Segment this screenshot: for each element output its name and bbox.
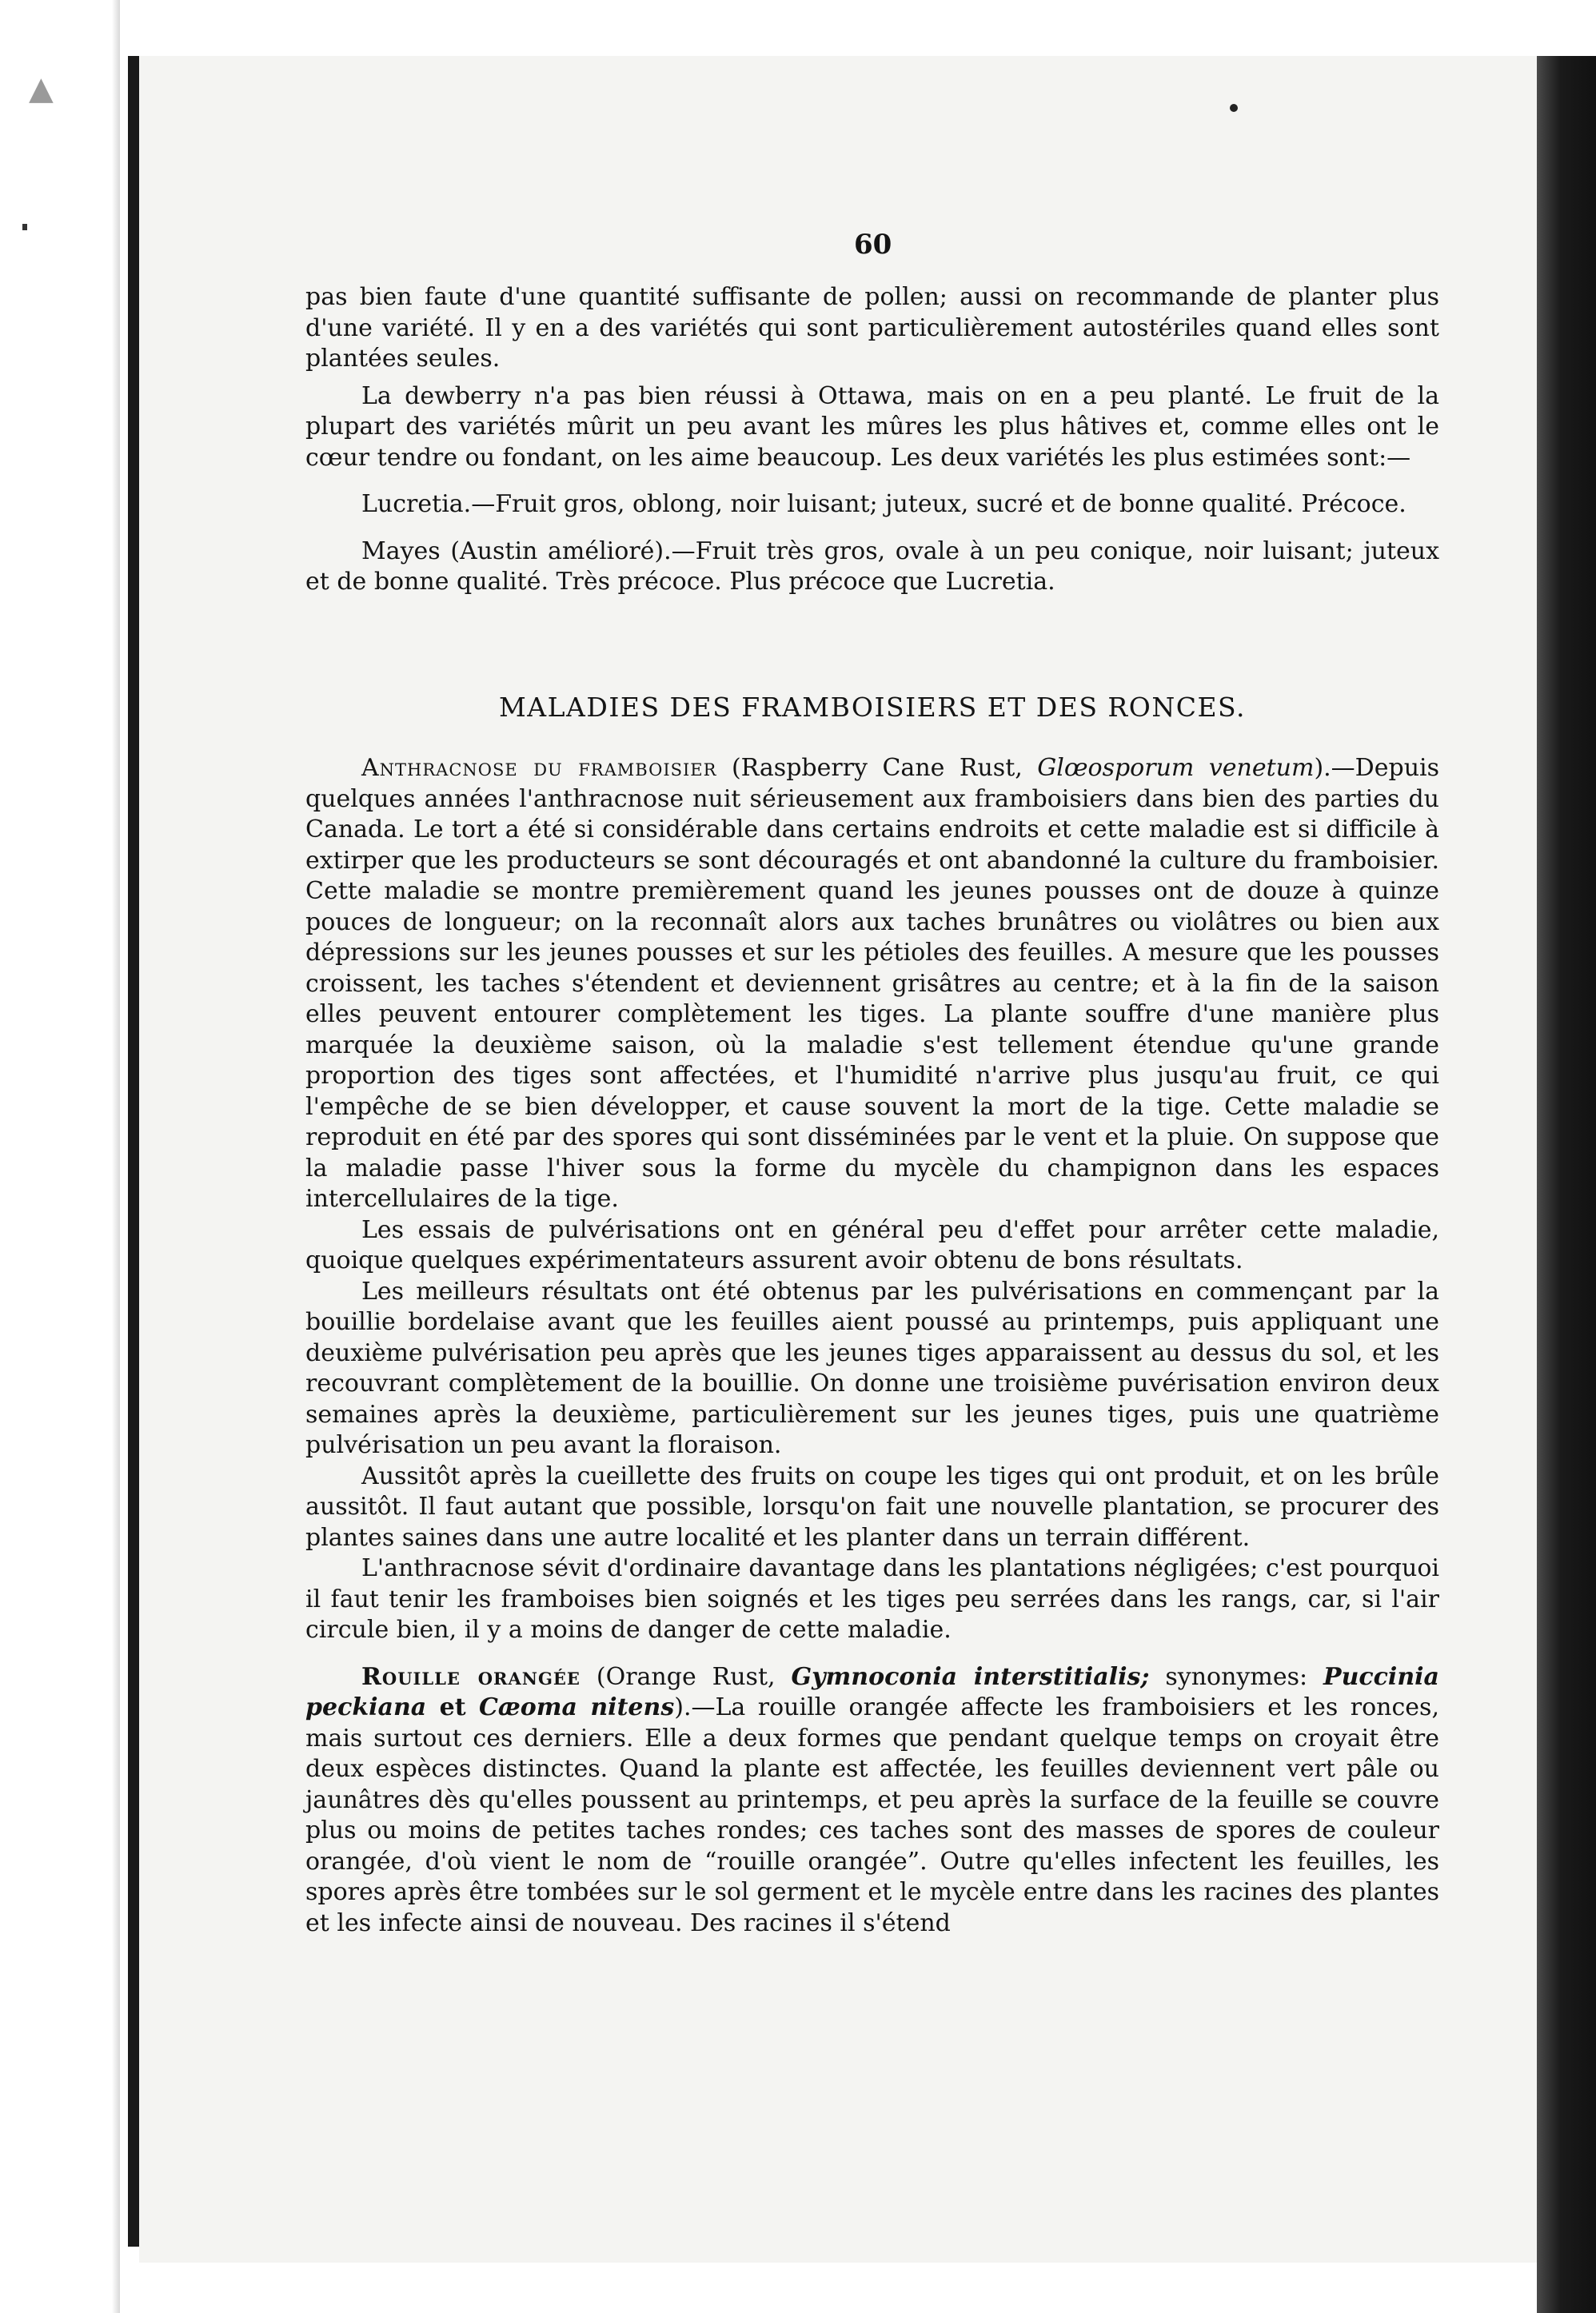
variety-lucretia: Lucretia.—Fruit gros, oblong, noir luisant; juteux, sucré et de bonne qualité. Précoce. — [361, 490, 1406, 518]
anthracnose-body: ).—Depuis quelques années l'anthracnose nuit sérieusement aux framboisiers dans bien des parties du Canada. Le tort a été si considérable dans certains endroits et cette maladie est si difficile à extirper que les producteurs se sont découragés et ont abandonné la culture du framboisier. Cette maladie se montre premièrement quand les jeunes pousses ont de douze à quinze pouces de longueur; on la reconnaît alors aux taches brunâtres ou violâtres ou bien aux dépressions sur les jeunes pousses et sur les pétioles des feuilles. A mesure que les pousses croissent, les taches s'étendent et deviennent grisâtres au centre; et à la fin de la saison elles peuvent entourer complètement les tiges. La plante souffre d'une manière plus marquée la deuxième saison, où la maladie s'est tellement étendue qu'une grande proportion des tiges sont affectées, et l'humidité n'arrive plus jusqu'au fruit, ce qui l'empêche de se bien développer, et cause souvent la mort de la tige. Cette maladie se reproduit en été par des spores qui sont disséminées par le vent et la pluie. On suppose que la maladie passe l'hiver sous la forme du mycèle du champignon dans les espaces intercellulaires de la tige. — [305, 754, 1439, 1213]
scan-left-margin — [0, 0, 120, 2313]
rouille-heading: Rouille orangée — [361, 1662, 581, 1691]
anthracnose-common-name: (Raspberry Cane Rust, — [731, 754, 1038, 782]
anthracnose-paragraph-2: Les essais de pulvérisations ont en général peu d'effet pour arrêter cette maladie, quoique quelques expérimentateurs assurent avoir obtenu de bons résultats. — [305, 1215, 1439, 1274]
page-right-edge — [1537, 56, 1596, 2313]
rouille-and-word: et — [426, 1693, 479, 1721]
rouille-body: ).—La rouille orangée affecte les framboisiers et les ronces, mais surtout ces derniers. Elle a deux formes que pendant quelque temps on croyait être deux espèces distinctes. Quand la plante est affectée, les feuilles deviennent vert pâle ou jaunâtres dès qu'elles poussent au printemps, et peu après la surface de la feuille se couvre plus ou moins de petites taches rondes; ces taches sont des masses de spores de couleur orangée, d'où vient le nom de “rouille orangée”. Outre qu'elles infectent les feuilles, les spores après être tombées sur le sol germent et le mycèle entre dans les racines des plantes et les infecte ainsi de nouveau. Des racines il s'étend — [305, 1693, 1439, 1937]
scan-bottom-margin — [139, 2263, 1537, 2313]
page-body — [305, 220, 1439, 1939]
rouille-latin-name-1: Gymnoconia interstitialis; — [791, 1662, 1150, 1691]
anthracnose-heading: Anthracnose du framboisier — [361, 754, 717, 782]
section-title: MALADIES DES FRAMBOISIERS ET DES RONCES. — [499, 691, 1246, 723]
scanner-corner-icon: ▲ — [29, 70, 54, 107]
anthracnose-latin-name: Glœosporum venetum — [1037, 754, 1315, 782]
scan-top-margin — [139, 0, 1596, 56]
anthracnose-paragraph-4: Aussitôt après la cueillette des fruits on coupe les tiges qui ont produit, et on les brûle aussitôt. Il faut autant que possible, lorsqu'on fait une nouvelle plantation, se procurer des plantes saines dans une autre localité et les planter dans un terrain différent. — [305, 1462, 1439, 1552]
rouille-paragraph-1 — [305, 1662, 1439, 1940]
rouille-latin-name-3: Cæoma nitens — [478, 1693, 675, 1721]
anthracnose-paragraph-1 — [305, 753, 1439, 1215]
intro-paragraph-2: La dewberry n'a pas bien réussi à Ottawa, mais on en a peu planté. Le fruit de la plupart des variétés mûrit un peu avant les mûres les plus hâtives et, comme elles ont le cœur tendre ou fondant, on les aime beaucoup. Les deux variétés les plus estimées sont:— — [305, 381, 1439, 472]
variety-mayes: Mayes (Austin amélioré).—Fruit très gros, ovale à un peu conique, noir luisant; juteux et de bonne qualité. Très précoce. Plus précoce que Lucretia. — [305, 536, 1439, 596]
page-number: 60 — [854, 229, 892, 261]
scan-speck — [22, 224, 27, 230]
anthracnose-paragraph-5: L'anthracnose sévit d'ordinaire davantage dans les plantations négligées; c'est pourquoi il faut tenir les framboises bien soignés et les tiges peu serrées dans les rangs, car, si l'air circule bien, il y a moins de danger de cette maladie. — [305, 1554, 1439, 1644]
intro-paragraph-1: pas bien faute d'une quantité suffisante de pollen; aussi on recommande de planter plus d'une variété. Il y en a des variétés qui sont particulièrement autostériles quand elles sont plantées seules. — [305, 283, 1439, 373]
header-space — [305, 220, 1439, 282]
rouille-latin-name-2: Puccinia peckiana — [305, 1662, 1439, 1721]
anthracnose-paragraph-3: Les meilleurs résultats ont été obtenus par les pulvérisations en commençant par la bouillie bordelaise avant que les feuilles aient poussé au printemps, puis appliquant une deuxième pulvérisation peu après que les jeunes tiges apparaissent au dessus du sol, et les recouvrant complètement de la bouillie. On donne une troisième puvérisation environ deux semaines après la deuxième, particulièrement sur les jeunes tiges, puis une quatrième pulvérisation un peu avant la floraison. — [305, 1277, 1439, 1459]
page-left-edge — [128, 56, 139, 2247]
rouille-common-name: (Orange Rust, — [596, 1662, 792, 1691]
rouille-synonyms-label: synonymes: — [1149, 1662, 1324, 1691]
ink-dot — [1230, 104, 1238, 112]
